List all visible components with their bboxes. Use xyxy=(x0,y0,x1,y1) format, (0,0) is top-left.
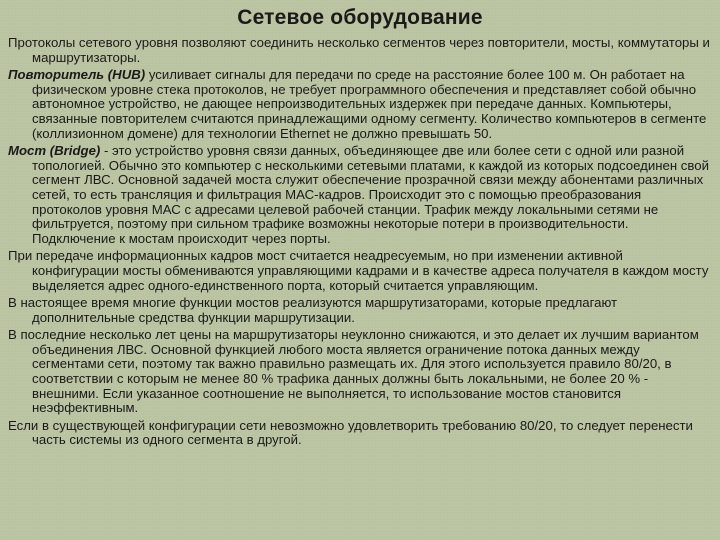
paragraph-text: - это устройство уровня связи данных, объединяющее две или более сети с одной или разной топологией. Обычно это компьютер с несколькими сетевыми платами, к каждой из которых подсоединен свой сегмент ЛВС. Основной задачей моста служит обеспечение прозрачной связи между абонентами различных сетей, то есть трансляция и фильтрация МАС-кадров. Происходит это с помощью преобразования протоколов уровня МАС с адресами целевой рабочей станции. Трафик между локальными сетями не фильтруется, поэтому при сильном трафике возможны некоторые потери в производительности. Подключение к мостам происходит через порты. xyxy=(32,143,709,246)
term-bridge: Мост (Bridge) xyxy=(8,143,101,159)
paragraph-routers xyxy=(8,296,712,325)
paragraph-text: В последние несколько лет цены на маршрутизаторы неуклонно снижаются, и это делает их лучшим вариантом объединения ЛВС. Основной функцией любого моста является ограничение потока данных между сегментами сети, поэтому так важно правильно размещать их. Для этого используется правило 80/20, в соответствии с которым не менее 80 % трафика данных должны быть локальными, не более 20 % - внешними. Если указанное соотношение не выполняется, то использование мостов становится неэффективным. xyxy=(8,327,699,416)
paragraph-intro xyxy=(8,36,712,65)
paragraph-text: Протоколы сетевого уровня позволяют соединить несколько сегментов через повторители, мосты, коммутаторы и маршрутизаторы. xyxy=(8,35,710,65)
paragraph-rule xyxy=(8,419,712,448)
paragraph-text: В настоящее время многие функции мостов реализуются маршрутизаторами, которые предлагают дополнительные средства функции маршрутизации. xyxy=(8,295,618,325)
term-hub: Повторитель (HUB) xyxy=(8,67,146,83)
slide-title: Сетевое оборудование xyxy=(237,6,483,29)
paragraph-text: При передаче информационных кадров мост считается неадресуемым, но при изменении активной конфигурации мосты обмениваются управляющими кадрами и в качестве адреса получателя в каждом мосту выделяется адрес одного-единственного порта, который считается управляющим. xyxy=(8,248,709,293)
paragraph-frames xyxy=(8,249,712,293)
paragraph-hub xyxy=(8,68,712,141)
paragraph-prices xyxy=(8,328,712,416)
paragraph-text: усиливает сигналы для передачи по среде на расстояние более 100 м. Он работает на физическом уровне стека протоколов, не требует программного обеспечения и представляет собой обычно автономное устройство, не дающее непроизводительных издержек при передаче данных. Компьютеры, связанные повторителем считаются принадлежащими одному сегменту. Количество компьютеров в сегменте (коллизионном домене) для технологии Ethernet не должно превышать 50. xyxy=(32,67,707,141)
paragraph-bridge xyxy=(8,144,712,246)
paragraph-text: Если в существующей конфигурации сети невозможно удовлетворить требованию 80/20, то следует перенести часть системы из одного сегмента в другой. xyxy=(8,417,693,448)
